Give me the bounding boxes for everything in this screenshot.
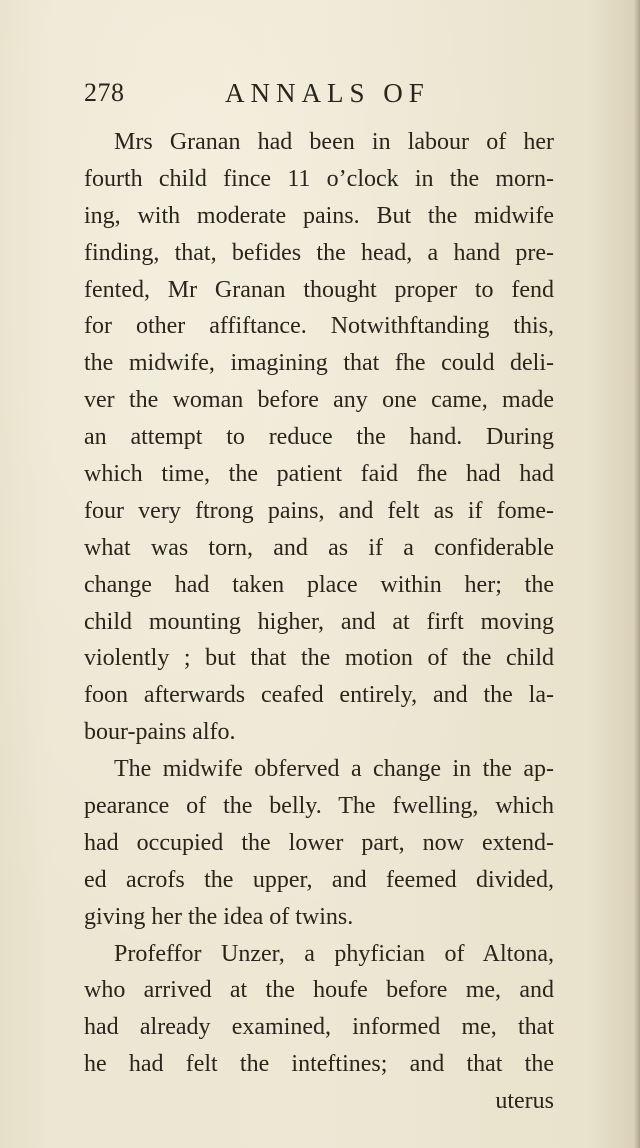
text-line: foon afterwards ceafed entirely, and the la- [84, 682, 554, 709]
catchword: uterus [495, 1088, 554, 1115]
text-line: finding, that, befides the head, a hand pre- [84, 239, 554, 266]
page-number: 278 [84, 78, 125, 107]
text-line: ed acrofs the upper, and feemed divided, [84, 866, 554, 893]
text-line: fented, Mr Granan thought proper to fend [84, 276, 554, 303]
text-line: violently ; but that the motion of the child [84, 645, 554, 672]
text-line: The midwife obferved a change in the ap- [114, 756, 554, 783]
text-line: bour-pains alfo. [84, 719, 236, 746]
text-line: for other affiftance. Notwithftanding this, [84, 313, 554, 340]
text-line: giving her the idea of twins. [84, 903, 354, 930]
text-line: who arrived at the houfe before me, and [84, 977, 554, 1004]
text-line: which time, the patient faid fhe had had [84, 461, 554, 488]
page-header [0, 74, 640, 114]
text-line: four very ftrong pains, and felt as if fome- [84, 497, 554, 524]
text-line: had occupied the lower part, now extend- [84, 829, 554, 856]
text-line: pearance of the belly. The fwelling, which [84, 793, 554, 820]
text-line: he had felt the inteftines; and that the [84, 1051, 554, 1078]
text-line: fourth child fince 11 o’clock in the morn- [84, 165, 554, 192]
text-line: had already examined, informed me, that [84, 1014, 554, 1041]
text-line: the midwife, imagining that fhe could deli- [84, 350, 554, 377]
text-line: Mrs Granan had been in labour of her [114, 129, 554, 155]
text-line: Profeffor Unzer, a phyfician of Altona, [114, 940, 554, 967]
text-line: ing, with moderate pains. But the midwife [84, 202, 554, 229]
text-line: what was torn, and as if a confiderable [84, 534, 554, 561]
text-line: change had taken place within her; the [84, 571, 554, 598]
text-line: ver the woman before any one came, made [84, 387, 554, 414]
text-line: an attempt to reduce the hand. During [84, 424, 554, 451]
running-head: ANNALS OF [225, 78, 430, 108]
text-line: child mounting higher, and at firft moving [84, 608, 554, 635]
page-edge-shadow [634, 0, 640, 1148]
body-text [84, 124, 554, 1120]
